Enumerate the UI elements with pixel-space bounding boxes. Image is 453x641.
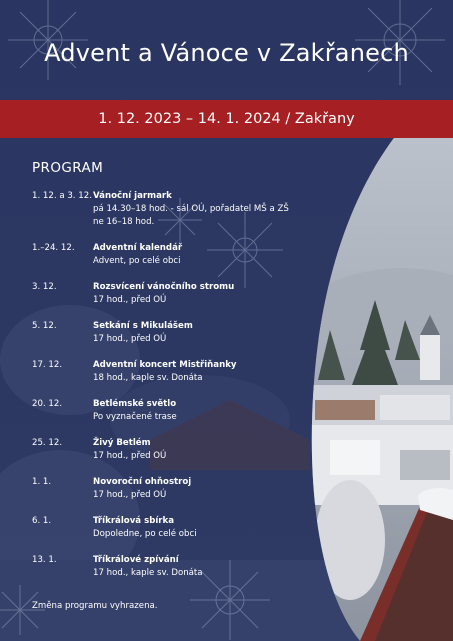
- event-date: 1. 12. a 3. 12.: [32, 191, 92, 201]
- event-item: [32, 281, 332, 307]
- event-body: [93, 242, 182, 268]
- event-item: [32, 242, 332, 268]
- event-detail: Dopoledne, po celé obci: [93, 529, 197, 539]
- event-detail: 17 hod., před OÚ: [93, 451, 167, 461]
- program-section: [32, 160, 332, 593]
- event-body: [93, 398, 177, 424]
- event-name: Tříkrálová sbírka: [93, 516, 175, 526]
- event-item: [32, 476, 332, 502]
- date-range: 1. 12. 2023 – 14. 1. 2024 / Zakřany: [98, 111, 355, 127]
- poster-title: Advent a Vánoce v Zakřanech: [44, 39, 409, 67]
- event-detail: pá 14.30–18 hod. - sál OÚ, pořadatel MŠ a ZŠ ne 16–18 hod.: [93, 204, 289, 227]
- event-body: [93, 476, 191, 502]
- event-detail: Advent, po celé obci: [93, 256, 181, 266]
- event-date: 1.–24. 12.: [32, 243, 75, 253]
- event-body: [93, 190, 289, 229]
- event-name: Novoroční ohňostroj: [93, 477, 192, 487]
- program-heading: PROGRAM: [32, 160, 104, 176]
- event-date: 3. 12.: [32, 282, 57, 292]
- event-item: [32, 437, 332, 463]
- event-date: 20. 12.: [32, 399, 63, 409]
- event-name: Adventní kalendář: [93, 243, 183, 253]
- event-body: [93, 437, 166, 463]
- date-band: [0, 100, 453, 138]
- event-body: [93, 281, 234, 307]
- event-item: [32, 398, 332, 424]
- event-item: [32, 359, 332, 385]
- event-name: Vánoční jarmark: [93, 191, 172, 201]
- event-name: Rozsvícení vánočního stromu: [93, 282, 235, 292]
- event-body: [93, 554, 203, 580]
- event-name: Tříkrálové zpívání: [93, 555, 179, 565]
- event-body: [93, 515, 197, 541]
- header: [0, 0, 453, 100]
- event-body: [93, 320, 193, 346]
- event-detail: 17 hod., kaple sv. Donáta: [93, 568, 203, 578]
- footnote: Změna programu vyhrazena.: [32, 601, 158, 611]
- event-detail: 17 hod., před OÚ: [93, 490, 167, 500]
- event-body: [93, 359, 237, 385]
- event-date: 6. 1.: [32, 516, 52, 526]
- event-item: [32, 554, 332, 580]
- event-name: Živý Betlém: [93, 438, 151, 448]
- event-detail: 17 hod., před OÚ: [93, 295, 167, 305]
- event-date: 17. 12.: [32, 360, 63, 370]
- event-date: 13. 1.: [32, 555, 57, 565]
- event-detail: Po vyznačené trase: [93, 412, 177, 422]
- event-item: [32, 190, 332, 229]
- event-date: 5. 12.: [32, 321, 57, 331]
- event-detail: 17 hod., před OÚ: [93, 334, 167, 344]
- event-detail: 18 hod., kaple sv. Donáta: [93, 373, 203, 383]
- event-date: 1. 1.: [32, 477, 52, 487]
- event-date: 25. 12.: [32, 438, 63, 448]
- event-item: [32, 320, 332, 346]
- event-name: Adventní koncert Mistřiňanky: [93, 360, 237, 370]
- event-name: Setkání s Mikulášem: [93, 321, 193, 331]
- event-list: [32, 190, 332, 580]
- event-item: [32, 515, 332, 541]
- event-name: Betlémské světlo: [93, 399, 177, 409]
